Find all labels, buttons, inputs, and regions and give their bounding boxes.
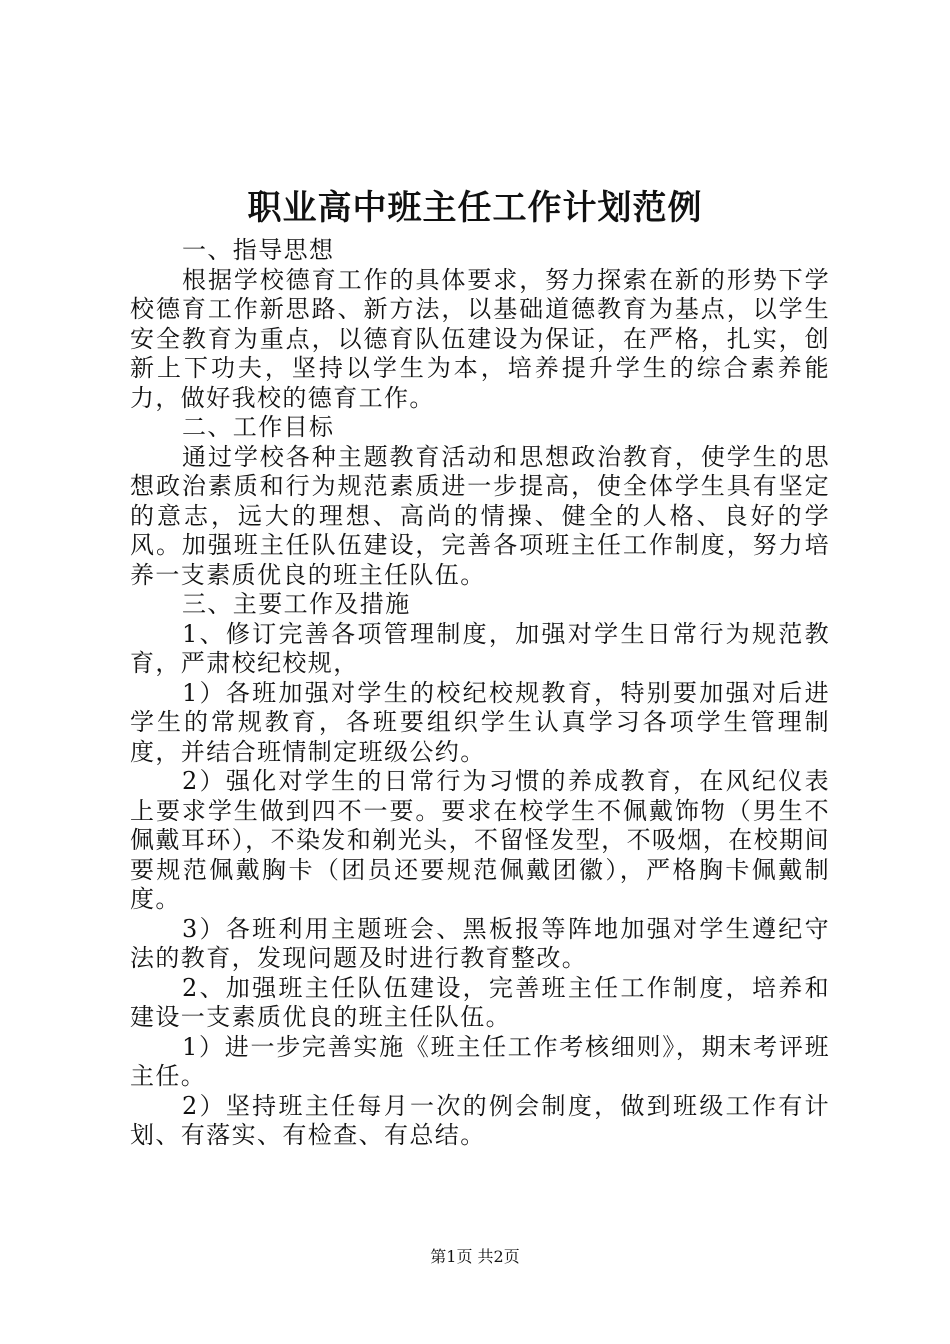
document-body [130, 236, 830, 1151]
page-number: 第1页 共2页 [430, 1247, 520, 1266]
section-heading-main-work: 三、主要工作及措施 [182, 590, 411, 618]
paragraph-item-2: 2、加强班主任队伍建设，完善班主任工作制度，培养和建设一支素质优良的班主任队伍。 [130, 973, 830, 1031]
paragraph-item-1-1: 1）各班加强对学生的校纪校规教育，特别要加强对后进学生的常规教育，各班要组织学生认真学习各项学生管理制度，并结合班情制定班级公约。 [130, 678, 830, 766]
paragraph-item-1-3: 3）各班利用主题班会、黑板报等阵地加强对学生遵纪守法的教育，发现问题及时进行教育整改。 [130, 914, 830, 972]
paragraph-item-2-2: 2）坚持班主任每月一次的例会制度，做到班级工作有计划、有落实、有检查、有总结。 [130, 1091, 830, 1149]
paragraph-item-1: 1、修订完善各项管理制度，加强对学生日常行为规范教育，严肃校纪校规， [130, 619, 830, 677]
document-title: 职业高中班主任工作计划范例 [247, 188, 703, 228]
section-heading-guiding-thought: 一、指导思想 [182, 236, 335, 264]
paragraph-work-goals: 通过学校各种主题教育活动和思想政治教育，使学生的思想政治素质和行为规范素质进一步提高，使全体学生具有坚定的意志，远大的理想、高尚的情操、健全的人格、良好的学风。加强班主任队伍建设，完善各项班主任工作制度，努力培养一支素质优良的班主任队伍。 [130, 442, 830, 589]
paragraph-guiding-thought: 根据学校德育工作的具体要求，努力探索在新的形势下学校德育工作新思路、新方法，以基础道德教育为基点，以学生安全教育为重点，以德育队伍建设为保证，在严格，扎实，创新上下功夫，坚持以学生为本，培养提升学生的综合素养能力，做好我校的德育工作。 [130, 265, 830, 412]
section-heading-work-goals: 二、工作目标 [182, 413, 335, 441]
paragraph-item-1-2: 2）强化对学生的日常行为习惯的养成教育，在风纪仪表上要求学生做到四不一要。要求在校学生不佩戴饰物（男生不佩戴耳环），不染发和剃光头，不留怪发型，不吸烟，在校期间要规范佩戴胸卡（团员还要规范佩戴团徽），严格胸卡佩戴制度。 [130, 767, 830, 913]
paragraph-item-2-1: 1）进一步完善实施《班主任工作考核细则》，期末考评班主任。 [130, 1032, 830, 1090]
